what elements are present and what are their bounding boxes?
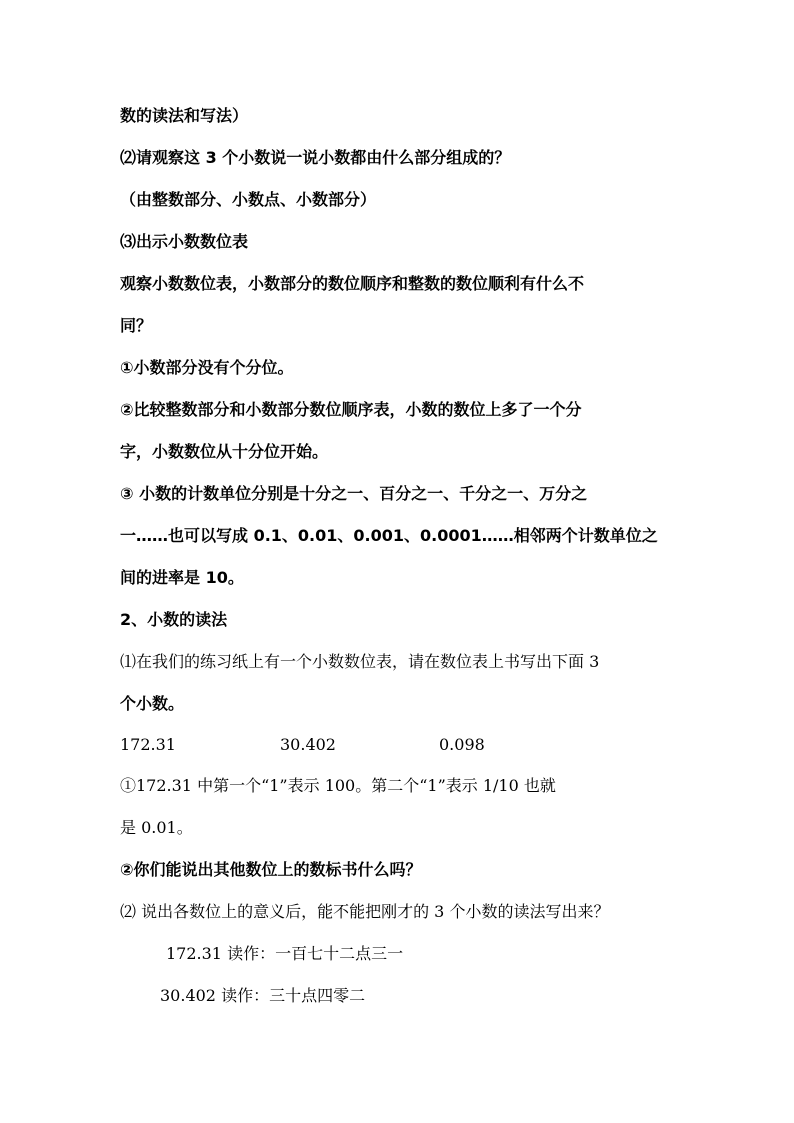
text-line-exercise-1: ⑴在我们的练习纸上有一个小数数位表，请在数位表上书写出下面 3	[120, 652, 600, 671]
text-line-section-2-title: 2、小数的读法	[120, 610, 228, 629]
text-line-point-3-end: 间的进率是 10。	[120, 568, 244, 587]
text-line-question-2: ⑵请观察这 3 个小数说一说小数都由什么部分组成的？	[120, 148, 511, 167]
text-line-point-2-cont: 字，小数数位从十分位开始。	[120, 442, 329, 461]
text-line-reading-30-402: 30.402 读作：三十点四零二	[160, 986, 366, 1005]
text-line-exercise-1-cont: 个小数。	[120, 694, 185, 713]
text-line-exercise-2: ⑵ 说出各数位上的意义后，能不能把刚才的 3 个小数的读法写出来？	[120, 902, 610, 921]
text-line-point-1: ①小数部分没有个分位。	[120, 358, 294, 377]
text-line-digit-meaning: ①172.31 中第一个“1”表示 100。第二个“1”表示 1/10 也就	[120, 776, 556, 795]
text-line-digit-meaning-cont: 是 0.01。	[120, 818, 193, 837]
text-line-observe-table-cont: 同？	[120, 316, 153, 335]
text-line-point-2: ②比较整数部分和小数部分数位顺序表，小数的数位上多了一个分	[120, 400, 582, 419]
text-line-other-digits: ②你们能说出其他数位上的数标书什么吗？	[120, 860, 422, 879]
text-line-answer-parts: （由整数部分、小数点、小数部分）	[120, 190, 377, 209]
text-line-point-3: ③ 小数的计数单位分别是十分之一、百分之一、千分之一、万分之	[120, 484, 588, 503]
text-line-point-3-cont: 一……也可以写成 0.1、0.01、0.001、0.0001……相邻两个计数单位之	[120, 526, 658, 545]
number-0-098: 0.098	[439, 735, 485, 754]
number-30-402: 30.402	[280, 735, 336, 754]
number-172-31: 172.31	[120, 735, 176, 754]
text-line-reading-172-31: 172.31 读作：一百七十二点三一	[166, 944, 404, 963]
text-line-heading-continuation: 数的读法和写法）	[120, 106, 249, 125]
text-line-observe-table: 观察小数数位表，小数部分的数位顺序和整数的数位顺利有什么不	[120, 274, 585, 293]
text-line-show-table: ⑶出示小数数位表	[120, 232, 249, 251]
